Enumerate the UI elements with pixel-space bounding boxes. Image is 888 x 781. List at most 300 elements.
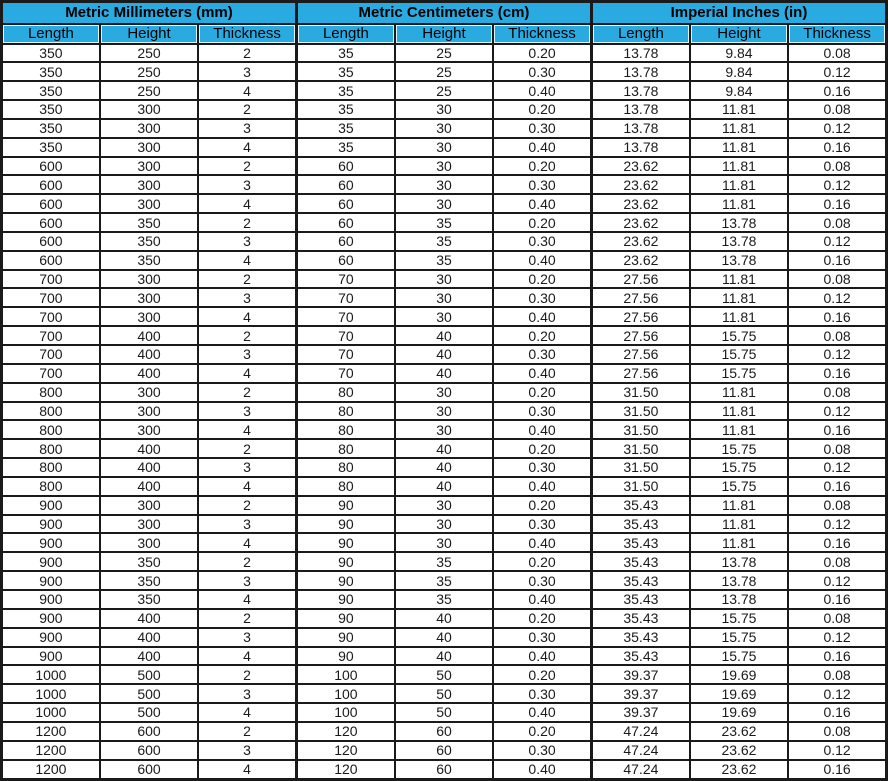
cell: 9.84: [690, 81, 788, 100]
cell: 35: [395, 232, 493, 251]
cell: 13.78: [690, 251, 788, 270]
cell: 27.56: [591, 288, 689, 307]
cell: 0.30: [493, 62, 591, 81]
cell: 300: [100, 383, 198, 402]
cell: 0.12: [788, 288, 886, 307]
cell: 0.08: [788, 157, 886, 176]
cell: 15.75: [690, 345, 788, 364]
cell: 30: [395, 515, 493, 534]
cell: 0.40: [493, 251, 591, 270]
cell: 60: [296, 232, 394, 251]
cell: 60: [395, 722, 493, 741]
cell: 900: [2, 533, 100, 552]
column-header-length-group1: Length: [2, 24, 100, 44]
cell: 11.81: [690, 383, 788, 402]
cell: 0.12: [788, 402, 886, 421]
cell: 70: [296, 364, 394, 383]
cell: 15.75: [690, 628, 788, 647]
cell: 0.16: [788, 364, 886, 383]
table-row: [2, 760, 887, 780]
cell: 300: [100, 420, 198, 439]
cell: 300: [100, 533, 198, 552]
table-row: [2, 213, 887, 232]
cell: 100: [296, 665, 394, 684]
column-header-thickness-group1: Thickness: [198, 24, 296, 44]
cell: 0.30: [493, 684, 591, 703]
cell: 0.08: [788, 665, 886, 684]
cell: 30: [395, 533, 493, 552]
table-row: [2, 496, 887, 515]
cell: 0.16: [788, 533, 886, 552]
table-row: [2, 741, 887, 760]
table-row: [2, 402, 887, 421]
cell: 300: [100, 496, 198, 515]
cell: 700: [2, 345, 100, 364]
cell: 0.08: [788, 326, 886, 345]
table-row: [2, 307, 887, 326]
cell: 3: [198, 515, 296, 534]
cell: 0.12: [788, 175, 886, 194]
table-row: [2, 609, 887, 628]
cell: 1000: [2, 665, 100, 684]
cell: 3: [198, 119, 296, 138]
cell: 350: [2, 62, 100, 81]
table-row: [2, 647, 887, 666]
cell: 2: [198, 722, 296, 741]
cell: 700: [2, 326, 100, 345]
cell: 35.43: [591, 552, 689, 571]
cell: 600: [100, 741, 198, 760]
cell: 23.62: [591, 232, 689, 251]
cell: 900: [2, 515, 100, 534]
cell: 35: [395, 590, 493, 609]
cell: 11.81: [690, 157, 788, 176]
sub-header-row: [2, 24, 887, 44]
cell: 11.81: [690, 119, 788, 138]
cell: 31.50: [591, 477, 689, 496]
group-header-row: [2, 2, 887, 24]
cell: 13.78: [690, 232, 788, 251]
cell: 50: [395, 684, 493, 703]
cell: 0.08: [788, 383, 886, 402]
cell: 90: [296, 515, 394, 534]
cell: 0.20: [493, 722, 591, 741]
cell: 0.40: [493, 703, 591, 722]
cell: 4: [198, 420, 296, 439]
cell: 90: [296, 590, 394, 609]
cell: 90: [296, 496, 394, 515]
cell: 0.12: [788, 232, 886, 251]
cell: 70: [296, 307, 394, 326]
cell: 3: [198, 684, 296, 703]
cell: 100: [296, 684, 394, 703]
cell: 2: [198, 609, 296, 628]
cell: 350: [2, 44, 100, 63]
cell: 0.20: [493, 609, 591, 628]
cell: 30: [395, 307, 493, 326]
column-header-thickness-group2: Thickness: [493, 24, 591, 44]
cell: 39.37: [591, 684, 689, 703]
cell: 15.75: [690, 647, 788, 666]
cell: 30: [395, 194, 493, 213]
cell: 0.20: [493, 439, 591, 458]
cell: 0.30: [493, 741, 591, 760]
cell: 23.62: [690, 741, 788, 760]
cell: 0.12: [788, 458, 886, 477]
cell: 90: [296, 628, 394, 647]
cell: 47.24: [591, 760, 689, 780]
cell: 0.12: [788, 62, 886, 81]
group-header-imperial-inches: Imperial Inches (in): [591, 2, 886, 24]
cell: 300: [100, 270, 198, 289]
cell: 11.81: [690, 402, 788, 421]
cell: 250: [100, 81, 198, 100]
table-row: [2, 326, 887, 345]
cell: 35.43: [591, 515, 689, 534]
table-row: [2, 590, 887, 609]
cell: 300: [100, 194, 198, 213]
cell: 250: [100, 44, 198, 63]
group-header-metric-millimeters: Metric Millimeters (mm): [2, 2, 297, 24]
cell: 80: [296, 458, 394, 477]
cell: 3: [198, 62, 296, 81]
cell: 15.75: [690, 458, 788, 477]
cell: 0.40: [493, 420, 591, 439]
cell: 0.40: [493, 477, 591, 496]
table-row: [2, 665, 887, 684]
cell: 27.56: [591, 307, 689, 326]
cell: 80: [296, 383, 394, 402]
cell: 2: [198, 383, 296, 402]
cell: 35.43: [591, 533, 689, 552]
cell: 35: [395, 213, 493, 232]
cell: 3: [198, 458, 296, 477]
cell: 350: [100, 552, 198, 571]
cell: 300: [100, 100, 198, 119]
cell: 900: [2, 590, 100, 609]
cell: 2: [198, 665, 296, 684]
cell: 0.12: [788, 571, 886, 590]
cell: 0.12: [788, 628, 886, 647]
table-row: [2, 157, 887, 176]
cell: 30: [395, 288, 493, 307]
cell: 35.43: [591, 496, 689, 515]
cell: 600: [2, 194, 100, 213]
cell: 4: [198, 364, 296, 383]
cell: 13.78: [591, 44, 689, 63]
cell: 4: [198, 307, 296, 326]
table-row: [2, 628, 887, 647]
cell: 800: [2, 420, 100, 439]
cell: 120: [296, 722, 394, 741]
cell: 90: [296, 609, 394, 628]
table-row: [2, 44, 887, 63]
table-row: [2, 703, 887, 722]
cell: 0.08: [788, 100, 886, 119]
table-row: [2, 571, 887, 590]
cell: 100: [296, 703, 394, 722]
cell: 300: [100, 288, 198, 307]
cell: 600: [2, 213, 100, 232]
cell: 90: [296, 533, 394, 552]
table-row: [2, 175, 887, 194]
table-row: [2, 533, 887, 552]
cell: 13.78: [591, 119, 689, 138]
cell: 11.81: [690, 175, 788, 194]
cell: 0.20: [493, 213, 591, 232]
cell: 35: [296, 100, 394, 119]
cell: 700: [2, 364, 100, 383]
table-body: [2, 44, 887, 780]
cell: 300: [100, 175, 198, 194]
cell: 600: [2, 157, 100, 176]
cell: 11.81: [690, 496, 788, 515]
cell: 900: [2, 647, 100, 666]
cell: 0.12: [788, 684, 886, 703]
cell: 350: [2, 81, 100, 100]
cell: 13.78: [591, 62, 689, 81]
table-row: [2, 194, 887, 213]
cell: 400: [100, 647, 198, 666]
cell: 0.40: [493, 760, 591, 780]
cell: 31.50: [591, 383, 689, 402]
cell: 0.30: [493, 232, 591, 251]
group-header-metric-centimeters: Metric Centimeters (cm): [296, 2, 591, 24]
cell: 11.81: [690, 515, 788, 534]
cell: 800: [2, 477, 100, 496]
cell: 40: [395, 609, 493, 628]
cell: 0.08: [788, 439, 886, 458]
column-header-length-group3: Length: [591, 24, 689, 44]
cell: 0.16: [788, 647, 886, 666]
cell: 35.43: [591, 628, 689, 647]
cell: 35: [296, 119, 394, 138]
cell: 2: [198, 270, 296, 289]
cell: 9.84: [690, 44, 788, 63]
cell: 3: [198, 175, 296, 194]
cell: 300: [100, 157, 198, 176]
cell: 30: [395, 157, 493, 176]
cell: 27.56: [591, 364, 689, 383]
cell: 60: [296, 251, 394, 270]
cell: 60: [296, 213, 394, 232]
cell: 400: [100, 609, 198, 628]
cell: 0.16: [788, 420, 886, 439]
cell: 31.50: [591, 439, 689, 458]
cell: 60: [296, 194, 394, 213]
cell: 350: [100, 571, 198, 590]
cell: 0.08: [788, 44, 886, 63]
cell: 0.12: [788, 741, 886, 760]
table-row: [2, 138, 887, 157]
cell: 0.08: [788, 213, 886, 232]
cell: 0.40: [493, 81, 591, 100]
cell: 47.24: [591, 741, 689, 760]
cell: 0.40: [493, 307, 591, 326]
cell: 900: [2, 609, 100, 628]
cell: 60: [395, 741, 493, 760]
cell: 4: [198, 647, 296, 666]
cell: 40: [395, 439, 493, 458]
column-header-height-group2: Height: [395, 24, 493, 44]
cell: 350: [100, 232, 198, 251]
cell: 4: [198, 760, 296, 780]
cell: 120: [296, 760, 394, 780]
cell: 31.50: [591, 458, 689, 477]
cell: 30: [395, 270, 493, 289]
cell: 35.43: [591, 647, 689, 666]
cell: 30: [395, 100, 493, 119]
cell: 400: [100, 345, 198, 364]
cell: 0.20: [493, 44, 591, 63]
column-header-thickness-group3: Thickness: [788, 24, 886, 44]
cell: 3: [198, 741, 296, 760]
cell: 35.43: [591, 590, 689, 609]
cell: 2: [198, 496, 296, 515]
cell: 400: [100, 477, 198, 496]
cell: 300: [100, 307, 198, 326]
cell: 23.62: [591, 194, 689, 213]
cell: 0.20: [493, 100, 591, 119]
cell: 800: [2, 402, 100, 421]
cell: 900: [2, 496, 100, 515]
cell: 90: [296, 571, 394, 590]
cell: 35: [296, 44, 394, 63]
cell: 0.08: [788, 496, 886, 515]
cell: 27.56: [591, 345, 689, 364]
cell: 500: [100, 684, 198, 703]
cell: 35: [296, 138, 394, 157]
cell: 4: [198, 251, 296, 270]
cell: 80: [296, 420, 394, 439]
cell: 0.16: [788, 307, 886, 326]
cell: 80: [296, 402, 394, 421]
cell: 0.20: [493, 157, 591, 176]
cell: 80: [296, 439, 394, 458]
cell: 70: [296, 288, 394, 307]
cell: 60: [296, 175, 394, 194]
cell: 0.30: [493, 458, 591, 477]
table-row: [2, 100, 887, 119]
cell: 30: [395, 383, 493, 402]
table-row: [2, 552, 887, 571]
cell: 4: [198, 194, 296, 213]
cell: 3: [198, 232, 296, 251]
cell: 2: [198, 552, 296, 571]
cell: 30: [395, 402, 493, 421]
cell: 35: [296, 81, 394, 100]
cell: 19.69: [690, 665, 788, 684]
cell: 500: [100, 665, 198, 684]
cell: 2: [198, 44, 296, 63]
cell: 15.75: [690, 364, 788, 383]
cell: 0.16: [788, 477, 886, 496]
cell: 1000: [2, 684, 100, 703]
cell: 300: [100, 515, 198, 534]
cell: 0.30: [493, 345, 591, 364]
cell: 350: [2, 119, 100, 138]
cell: 0.30: [493, 571, 591, 590]
cell: 500: [100, 703, 198, 722]
cell: 600: [100, 760, 198, 780]
table-row: [2, 684, 887, 703]
cell: 0.12: [788, 345, 886, 364]
cell: 70: [296, 270, 394, 289]
cell: 600: [2, 251, 100, 270]
cell: 40: [395, 628, 493, 647]
cell: 2: [198, 326, 296, 345]
cell: 600: [2, 232, 100, 251]
cell: 2: [198, 213, 296, 232]
cell: 0.20: [493, 270, 591, 289]
cell: 900: [2, 552, 100, 571]
cell: 0.40: [493, 647, 591, 666]
cell: 700: [2, 288, 100, 307]
cell: 0.30: [493, 175, 591, 194]
cell: 3: [198, 571, 296, 590]
table-row: [2, 62, 887, 81]
cell: 11.81: [690, 138, 788, 157]
cell: 11.81: [690, 270, 788, 289]
table-row: [2, 270, 887, 289]
cell: 30: [395, 138, 493, 157]
cell: 0.40: [493, 590, 591, 609]
cell: 35: [395, 552, 493, 571]
cell: 2: [198, 439, 296, 458]
cell: 50: [395, 703, 493, 722]
cell: 0.20: [493, 326, 591, 345]
cell: 300: [100, 138, 198, 157]
cell: 35.43: [591, 571, 689, 590]
cell: 50: [395, 665, 493, 684]
cell: 350: [100, 590, 198, 609]
cell: 0.30: [493, 628, 591, 647]
cell: 0.20: [493, 665, 591, 684]
cell: 350: [100, 213, 198, 232]
cell: 30: [395, 175, 493, 194]
table-row: [2, 383, 887, 402]
cell: 0.16: [788, 760, 886, 780]
cell: 0.08: [788, 722, 886, 741]
cell: 0.08: [788, 270, 886, 289]
cell: 13.78: [690, 552, 788, 571]
table-row: [2, 515, 887, 534]
cell: 0.20: [493, 552, 591, 571]
cell: 0.40: [493, 364, 591, 383]
cell: 31.50: [591, 420, 689, 439]
cell: 35: [395, 571, 493, 590]
table-row: [2, 364, 887, 383]
cell: 250: [100, 62, 198, 81]
cell: 400: [100, 439, 198, 458]
cell: 800: [2, 383, 100, 402]
column-header-length-group2: Length: [296, 24, 394, 44]
cell: 15.75: [690, 439, 788, 458]
cell: 4: [198, 533, 296, 552]
cell: 23.62: [591, 251, 689, 270]
cell: 23.62: [591, 175, 689, 194]
cell: 90: [296, 647, 394, 666]
cell: 15.75: [690, 477, 788, 496]
cell: 1200: [2, 741, 100, 760]
cell: 11.81: [690, 533, 788, 552]
cell: 0.40: [493, 138, 591, 157]
cell: 400: [100, 364, 198, 383]
cell: 800: [2, 439, 100, 458]
column-header-height-group1: Height: [100, 24, 198, 44]
cell: 300: [100, 402, 198, 421]
cell: 90: [296, 552, 394, 571]
